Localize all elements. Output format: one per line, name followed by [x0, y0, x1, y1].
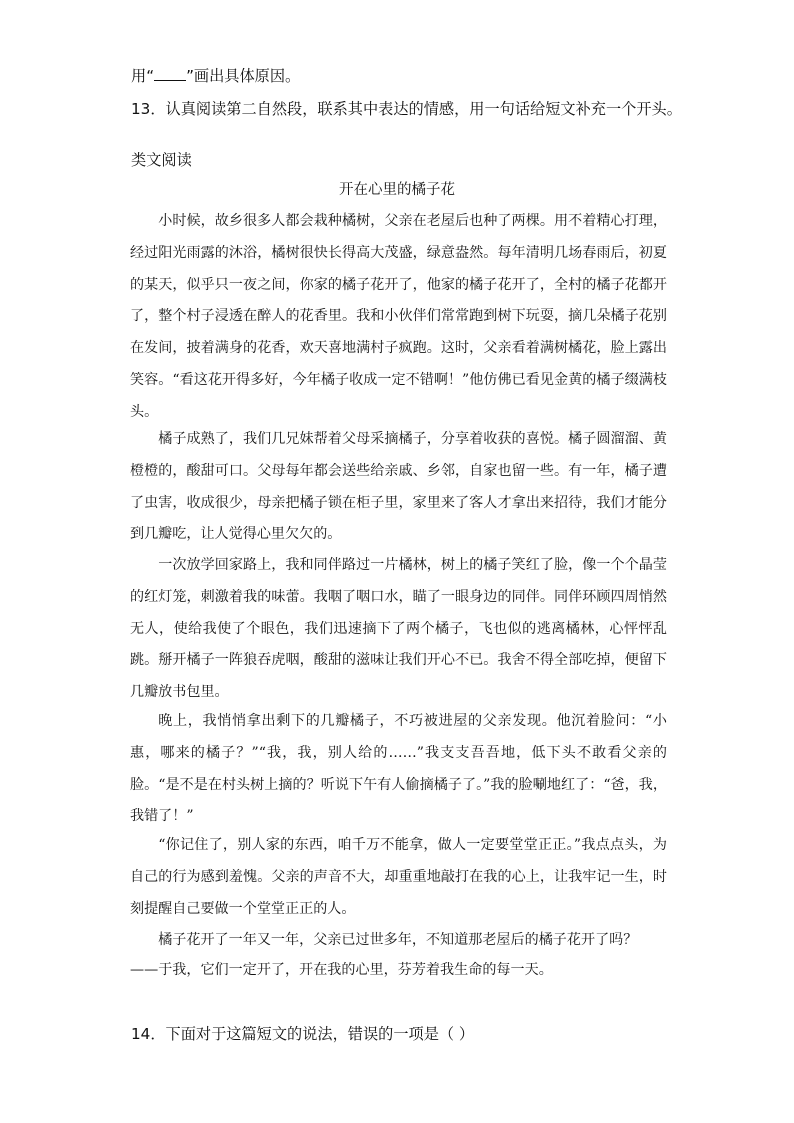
question-12-tail [131, 66, 300, 86]
section-heading: 类文阅读 [131, 151, 192, 169]
blank-underline [154, 66, 186, 81]
q12-text-before: 用“ [131, 67, 155, 85]
article-paragraph-4: 晚上，我悄悄拿出剩下的几瓣橘子，不巧被进屋的父亲发现。他沉着脸问：“小惠，哪来的橘子？”“我，我，别人给的……”我支支吾吾地，低下头不敢看父亲的脸。“是不是在村头树上摘的？听说下午有人偷摘橘子了。”我的脸唰地红了：“爸，我，我错了！” [130, 713, 667, 825]
question-13: 13．认真阅读第二自然段，联系其中表达的情感，用一句话给短文补充一个开头。 [131, 100, 682, 118]
q12-text-after: ”画出具体原因。 [186, 67, 301, 85]
question-14: 14．下面对于这篇短文的说法，错误的一项是（ ） [131, 1025, 475, 1043]
article-title: 开在心里的橘子花 [339, 182, 455, 198]
article-paragraph-1: 小时候，故乡很多人都会栽种橘树，父亲在老屋后也种了两棵。用不着精心打理，经过阳光雨露的沐浴，橘树很快长得高大茂盛，绿意盎然。每年清明几场春雨后，初夏的某天，似乎只一夜之间，你家的橘子花开了，他家的橘子花开了，全村的橘子花都开了，整个村子浸透在醉人的花香里。我和小伙伴们常常跑到树下玩耍，摘几朵橘子花别在发间，披着满身的花香，欢天喜地满村子疯跑。这时，父亲看着满树橘花，脸上露出笑容。“看这花开得多好，今年橘子收成一定不错啊！”他仿佛已看见金黄的橘子缀满枝头。 [130, 213, 667, 420]
article-paragraph-2: 橘子成熟了，我们几兄妹帮着父母采摘橘子，分享着收获的喜悦。橘子圆溜溜、黄橙橙的，酸甜可口。父母每年都会送些给亲戚、乡邻，自家也留一些。有一年，橘子遭了虫害，收成很少，母亲把橘子锁在柜子里，家里来了客人才拿出来招待，我们才能分到几瓣吃，让人觉得心里欠欠的。 [130, 431, 667, 543]
article-paragraph-3: 一次放学回家路上，我和同伴路过一片橘林，树上的橘子笑红了脸，像一个个晶莹的红灯笼，刺激着我的味蕾。我咽了咽口水，瞄了一眼身边的同伴。同伴环顾四周悄然无人，使给我使了个眼色，我们迅速摘下了两个橘子，飞也似的逃离橘林，心怦怦乱跳。掰开橘子一阵狼吞虎咽，酸甜的滋味让我们开心不已。我舍不得全部吃掉，便留下几瓣放书包里。 [130, 557, 667, 701]
article-paragraph-5: “你记住了，别人家的东西，咱千万不能拿，做人一定要堂堂正正。”我点点头，为自己的行为感到羞愧。父亲的声音不大，却重重地敲打在我的心上，让我牢记一生，时刻提醒自己要做一个堂堂正正的人。 [130, 837, 667, 917]
article-paragraph-7: ——于我，它们一定开了，开在我的心里，芬芳着我生命的每一天。 [130, 962, 553, 978]
article-paragraph-6: 橘子花开了一年又一年，父亲已过世多年，不知道那老屋后的橘子花开了吗？ [158, 932, 638, 948]
